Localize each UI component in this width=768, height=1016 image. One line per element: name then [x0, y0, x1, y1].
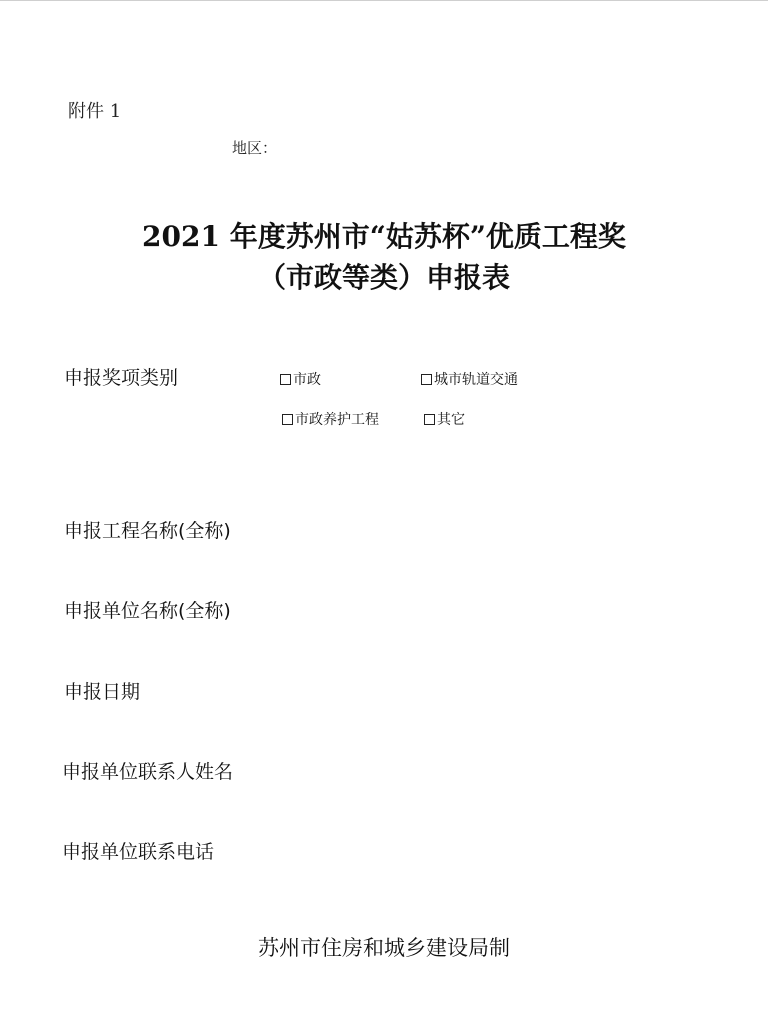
field-application-date: 申报日期: [64, 681, 141, 703]
award-category-label: 申报奖项类别: [64, 367, 179, 389]
attachment-label: 附件 1: [68, 101, 122, 122]
option-label: 市政养护工程: [295, 412, 379, 428]
field-applicant-name: 申报单位名称(全称): [64, 600, 231, 622]
option-label: 市政: [293, 372, 321, 388]
region-label: 地区：: [232, 139, 278, 157]
category-option-municipal[interactable]: [280, 369, 321, 389]
checkbox[interactable]: [424, 414, 435, 425]
checkbox[interactable]: [280, 374, 291, 385]
option-label: 城市轨道交通: [434, 372, 518, 388]
option-label: 其它: [437, 412, 465, 428]
field-project-name: 申报工程名称(全称): [64, 520, 231, 542]
form-title-line-1: 2021 年度苏州市“姑苏杯”优质工程奖: [142, 220, 626, 253]
category-option-rail-transit[interactable]: [421, 369, 518, 389]
issuer-footer: 苏州市住房和城乡建设局制: [258, 936, 510, 960]
field-contact-person: 申报单位联系人姓名: [62, 761, 234, 783]
checkbox[interactable]: [282, 414, 293, 425]
category-option-other[interactable]: [424, 409, 465, 429]
field-contact-phone: 申报单位联系电话: [62, 841, 215, 863]
checkbox[interactable]: [421, 374, 432, 385]
category-option-maintenance[interactable]: [282, 409, 379, 429]
form-title-line-2: （市政等类）申报表: [257, 261, 510, 294]
